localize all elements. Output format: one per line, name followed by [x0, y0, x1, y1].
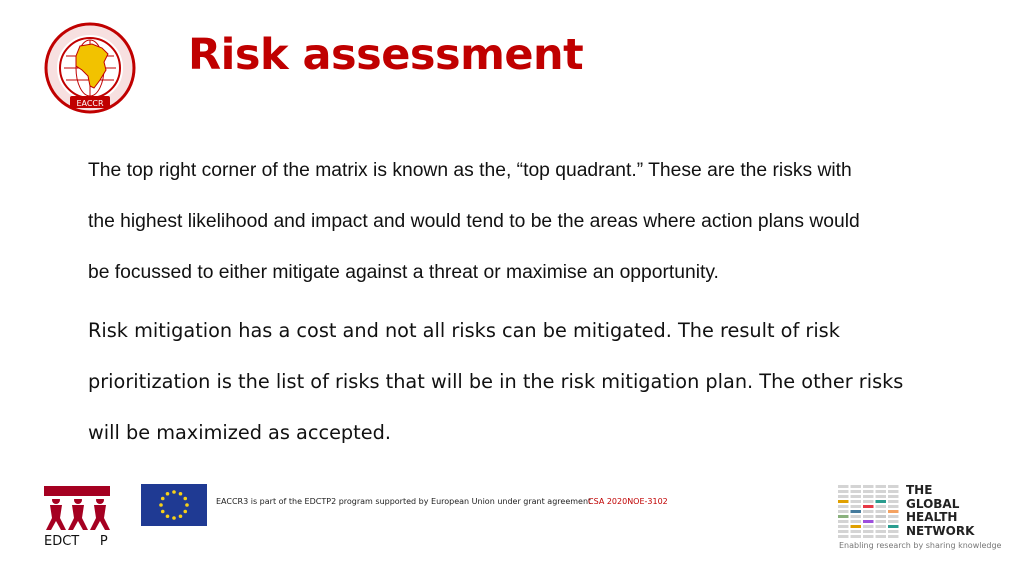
- tghn-grid-cell: [888, 520, 899, 523]
- tghn-grid-cell: [888, 515, 899, 518]
- tghn-grid-icon: [838, 485, 900, 539]
- edctp-figures-icon: [42, 484, 112, 532]
- tghn-wordmark: [906, 484, 974, 538]
- paragraph-line: the highest likelihood and impact and would tend to be the areas where action plans would: [88, 211, 860, 232]
- tghn-grid-cell: [863, 510, 874, 513]
- tghn-grid-cell: [851, 510, 862, 513]
- tghn-grid-cell: [863, 520, 874, 523]
- tghn-grid-cell: [838, 525, 849, 528]
- tghn-grid-cell: [851, 505, 862, 508]
- tghn-grid-cell: [863, 515, 874, 518]
- tghn-grid-cell: [851, 500, 862, 503]
- paragraph-line: The top right corner of the matrix is known as the, “top quadrant.” These are the risks with: [88, 160, 852, 181]
- tghn-grid-cell: [838, 520, 849, 523]
- eu-flag-icon: [141, 484, 207, 526]
- eu-star-icon: [161, 510, 165, 514]
- tghn-grid-cell: [876, 530, 887, 533]
- tghn-grid-cell: [863, 530, 874, 533]
- tghn-grid-cell: [888, 505, 899, 508]
- tghn-grid-cell: [888, 510, 899, 513]
- paragraph-line: will be maximized as accepted.: [88, 421, 391, 444]
- tghn-grid-cell: [851, 525, 862, 528]
- grant-number: CSA 2020NOE-3102: [588, 497, 668, 506]
- tghn-grid-cell: [863, 485, 874, 488]
- tghn-grid-cell: [876, 495, 887, 498]
- tghn-grid-cell: [851, 520, 862, 523]
- tghn-grid-cell: [851, 535, 862, 538]
- tghn-grid-cell: [863, 495, 874, 498]
- tghn-grid-cell: [838, 495, 849, 498]
- eu-star-icon: [179, 492, 183, 496]
- tghn-line: HEALTH: [906, 510, 958, 524]
- tghn-grid-cell: [876, 520, 887, 523]
- tghn-grid-cell: [851, 530, 862, 533]
- tghn-grid-cell: [888, 535, 899, 538]
- paragraph-line: Risk mitigation has a cost and not all risks can be mitigated. The result of risk: [88, 319, 840, 342]
- tghn-grid-cell: [888, 525, 899, 528]
- eu-star-icon: [159, 503, 163, 507]
- eu-star-icon: [166, 492, 170, 496]
- tghn-grid-cell: [838, 500, 849, 503]
- tghn-grid-cell: [838, 515, 849, 518]
- tghn-grid-cell: [876, 535, 887, 538]
- paragraph-line: prioritization is the list of risks that will be in the risk mitigation plan. The other risks: [88, 370, 904, 393]
- tghn-grid-cell: [888, 490, 899, 493]
- tghn-grid-cell: [863, 505, 874, 508]
- tghn-grid-cell: [876, 515, 887, 518]
- tghn-line: THE: [906, 483, 933, 497]
- tghn-grid-cell: [838, 505, 849, 508]
- tghn-grid-cell: [876, 485, 887, 488]
- eaccr-logo-icon: [42, 22, 138, 114]
- tghn-line: NETWORK: [906, 523, 975, 538]
- tghn-tagline: Enabling research by sharing knowledge: [839, 541, 1002, 550]
- eu-star-icon: [179, 514, 183, 518]
- eu-star-icon: [183, 510, 187, 514]
- tghn-line: GLOBAL: [906, 496, 960, 511]
- tghn-grid-cell: [888, 485, 899, 488]
- tghn-grid-cell: [851, 515, 862, 518]
- paragraph-risk-mitigation: [88, 305, 958, 458]
- tghn-grid-cell: [863, 525, 874, 528]
- tghn-grid-cell: [863, 535, 874, 538]
- tghn-grid-cell: [851, 485, 862, 488]
- eu-star-icon: [172, 490, 176, 494]
- eu-star-icon: [185, 503, 189, 507]
- tghn-grid-cell: [838, 530, 849, 533]
- paragraph-top-quadrant: [88, 145, 958, 298]
- tghn-grid-cell: [863, 490, 874, 493]
- tghn-grid-cell: [888, 500, 899, 503]
- logo-acronym: EACCR: [76, 99, 104, 108]
- tghn-grid-cell: [876, 510, 887, 513]
- tghn-grid-cell: [851, 490, 862, 493]
- funding-note: EACCR3 is part of the EDCTP2 program supported by European Union under grant agreement: [216, 497, 592, 506]
- page-title: Risk assessment: [188, 30, 584, 80]
- tghn-grid-cell: [888, 495, 899, 498]
- eu-star-icon: [183, 497, 187, 501]
- edctp-label: EDCT P: [44, 534, 108, 549]
- tghn-grid-cell: [838, 535, 849, 538]
- eu-star-icon: [161, 497, 165, 501]
- eu-star-icon: [166, 514, 170, 518]
- tghn-grid-cell: [876, 505, 887, 508]
- tghn-grid-cell: [876, 490, 887, 493]
- paragraph-line: be focussed to either mitigate against a threat or maximise an opportunity.: [88, 262, 719, 283]
- tghn-grid-cell: [876, 500, 887, 503]
- eu-star-icon: [172, 516, 176, 520]
- tghn-grid-cell: [863, 500, 874, 503]
- tghn-grid-cell: [838, 485, 849, 488]
- tghn-grid-cell: [888, 530, 899, 533]
- tghn-grid-cell: [838, 490, 849, 493]
- tghn-grid-cell: [876, 525, 887, 528]
- tghn-grid-cell: [851, 495, 862, 498]
- tghn-grid-cell: [838, 510, 849, 513]
